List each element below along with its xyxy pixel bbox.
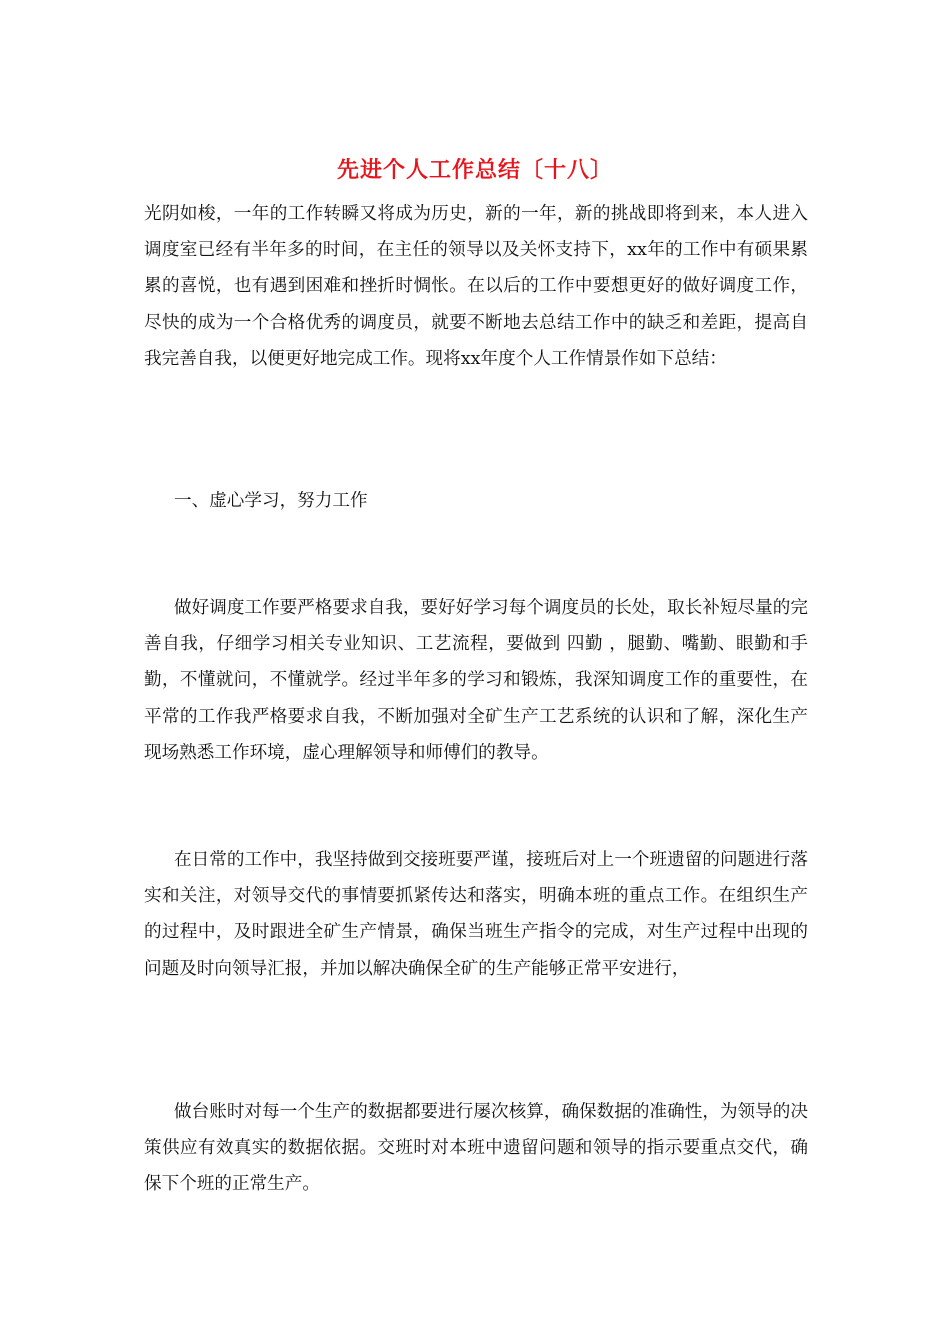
section-heading: 一、虚心学习，努力工作 (174, 491, 368, 511)
body-paragraph-2: 在日常的工作中，我坚持做到交接班要严谨，接班后对上一个班遗留的问题进行落实和关注，对领导交代的事情要抓紧传达和落实，明确本班的重点工作。在组织生产的过程中，及时跟进全矿生产情景，确保当班生产指令的完成，对生产过程中出现的问题及时向领导汇报，并加以解决确保全矿的生产能够正常平安进行， (144, 850, 808, 979)
intro-paragraph: 光阴如梭，一年的工作转瞬又将成为历史，新的一年，新的挑战即将到来，本人进入调度室已经有半年多的时间，在主任的领导以及关怀支持下，xx年的工作中有硕果累累的喜悦，也有遇到困难和挫折时惆怅。在以后的工作中要想更好的做好调度工作，尽快的成为一个合格优秀的调度员，就要不断地去总结工作中的缺乏和差距，提高自我完善自我，以便更好地完成工作。现将xx年度个人工作情景作如下总结： (144, 204, 808, 369)
body-paragraph-1: 做好调度工作要严格要求自我，要好好学习每个调度员的长处，取长补短尽量的完善自我，仔细学习相关专业知识、工艺流程，要做到 四勤 ，腿勤、嘴勤、眼勤和手勤，不懂就问，不懂就学。经过半年多的学习和锻炼，我深知调度工作的重要性，在平常的工作我严格要求自我，不断加强对全矿生产工艺系统的认识和了解，深化生产现场熟悉工作环境，虚心理解领导和师傅们的教导。 (144, 598, 808, 763)
document-title: 先进个人工作总结〔十八〕 (336, 157, 613, 183)
body-paragraph-3: 做台账时对每一个生产的数据都要进行屡次核算，确保数据的准确性，为领导的决策供应有效真实的数据依据。交班时对本班中遗留问题和领导的指示要重点交代，确保下个班的正常生产。 (144, 1102, 808, 1195)
